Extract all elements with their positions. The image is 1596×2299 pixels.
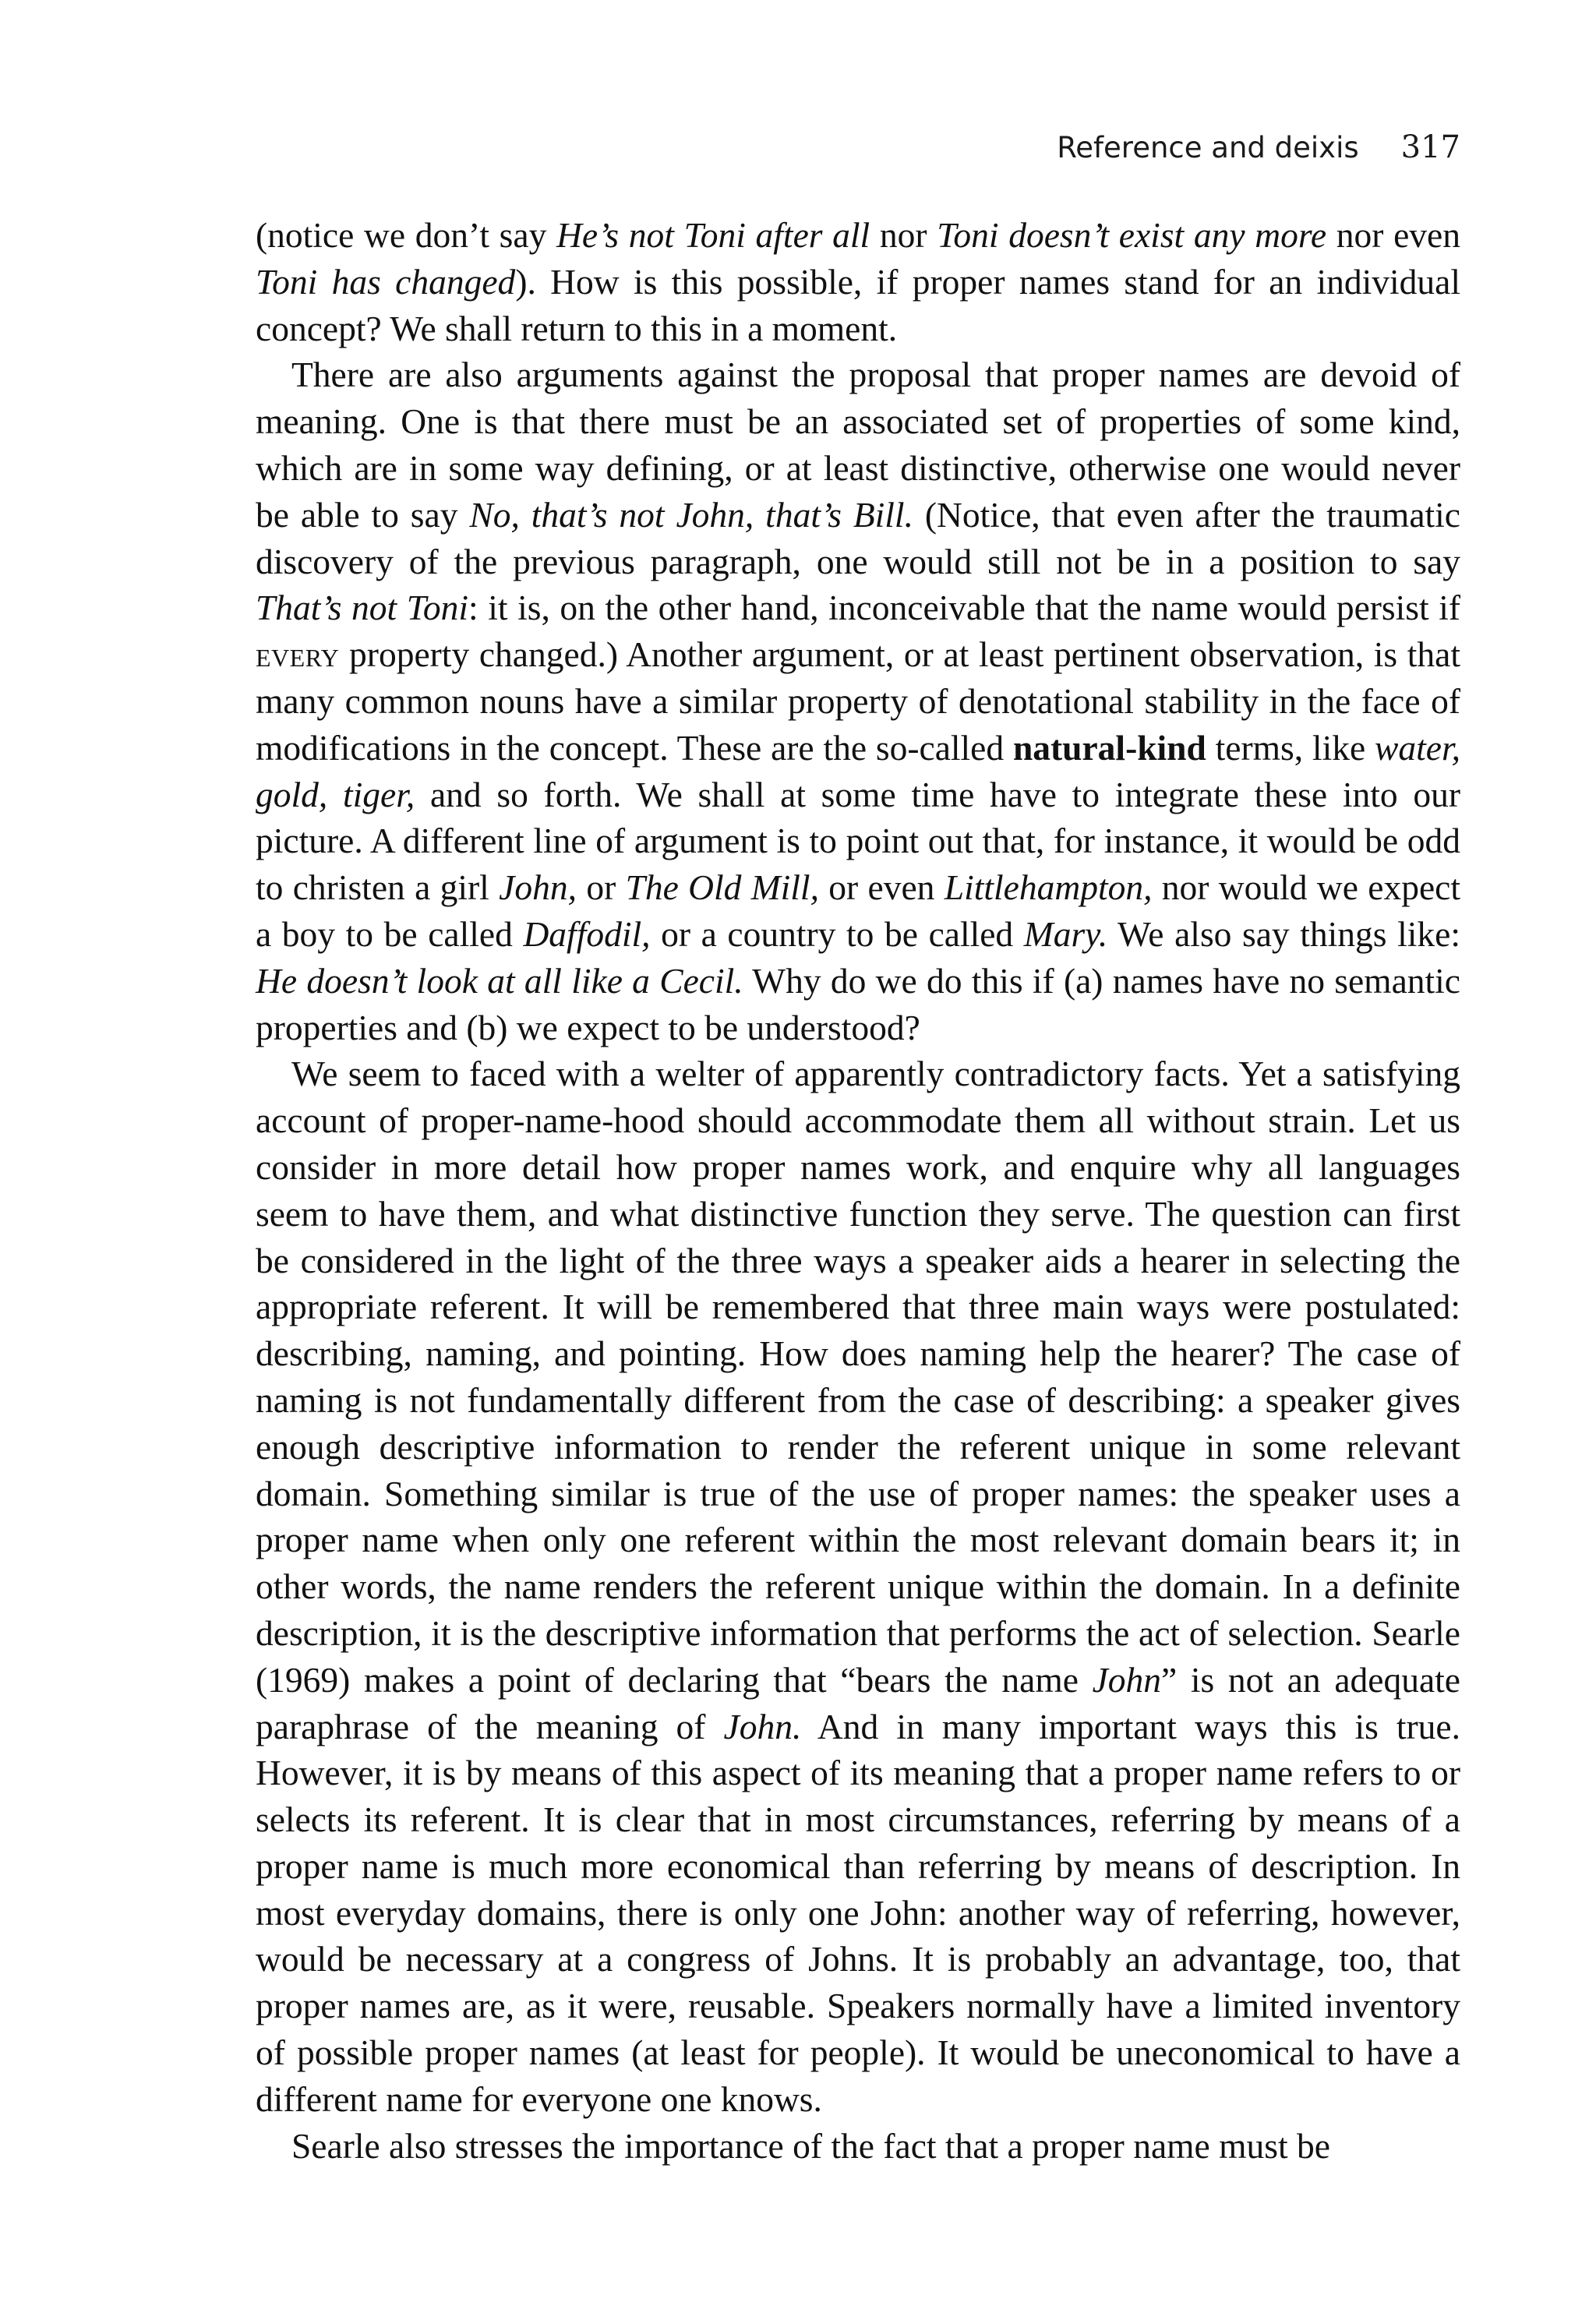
text-run: nor [870, 215, 937, 255]
text-run: (notice we don’t say [256, 215, 557, 255]
italic-example: John [1092, 1659, 1162, 1700]
italic-example: Toni doesn’t exist any more [937, 215, 1327, 255]
text-run: Why do we do this if (a) names have no semantic properties and (b) we expect to be understood? [256, 960, 1460, 1047]
text-run: ). How is this possible, if proper names stand for an individual concept? We shall return to this in a moment. [256, 261, 1460, 348]
italic-example: water, gold, tiger, [256, 727, 1460, 814]
text-run: We seem to faced with a welter of apparently contradictory facts. Yet a satisfying account of proper-name-hood should accommodate them all without strain. Let us consider in more detail how proper names work, and enquire why all languages seem to have them, and what distinctive function they serve. The question can first be considered in the light of the three ways a speaker aids a hearer in selecting the appropriate referent. It will be remembered that three main ways were postulated: describing, naming, and pointing. How does naming help the hearer? The case of naming is not fundamentally different from the case of describing: a speaker gives enough descriptive information to render the referent unique in some relevant domain. Something similar is true of the use of proper names: the speaker uses a proper name when only one referent within the most relevant domain bears it; in other words, the name renders the referent unique within the domain. In a definite description, it is the descriptive information that performs the act of selection. Searle (1969) makes a point of declaring that “bears the name [256, 1054, 1460, 1700]
text-run: terms, like [1206, 727, 1375, 768]
italic-example: Littlehampton, [944, 867, 1153, 908]
italic-example: John. [723, 1706, 802, 1746]
text-run: and so forth. We shall at some time have to integrate these into our picture. A different line of argument is to point out that, for instance, it would be odd to christen a girl [256, 774, 1460, 908]
text-run: : it is, on the other hand, inconceivable that the name would persist if [468, 588, 1461, 628]
page-number: 317 [1400, 129, 1460, 165]
italic-example: The Old Mill, [625, 867, 819, 908]
text-run: property changed.) Another argument, or at least pertinent observation, is that many common nouns have a similar property of denotational stability in the face of modifications in the concept. These are the so-called [256, 634, 1460, 768]
paragraph-2 [256, 351, 1460, 1051]
italic-example: Toni has changed [256, 261, 516, 302]
text-run: or [576, 867, 626, 908]
paragraph-4 [256, 2123, 1460, 2170]
text-run: (Notice, that even after the traumatic discovery of the previous paragraph, one would still not be in a position to say [256, 494, 1460, 581]
text-run: Searle also stresses the importance of the fact that a proper name must be [291, 2125, 1330, 2166]
small-caps-term: every [256, 634, 340, 675]
bold-term: natural-kind [1012, 727, 1206, 768]
text-run: or even [818, 867, 945, 908]
text-run: nor even [1326, 215, 1460, 255]
italic-example: That’s not Toni [256, 588, 469, 628]
italic-example: He doesn’t look at all like a Cecil. [256, 960, 743, 1001]
paragraph-3 [256, 1051, 1460, 2122]
text-run: And in many important ways this is true. However, it is by means of this aspect of its meaning that a proper name refers to or selects its referent. It is clear that in most circumstances, referring by means of a proper name is much more economical than referring by means of description. In most everyday domains, there is only one John: another way of referring, however, would be necessary at a congress of Johns. It is probably an advantage, too, that proper names are, as it were, reusable. Speakers normally have a limited inventory of possible proper names (at least for people). It would be uneconomical to have a different name for everyone one knows. [256, 1706, 1460, 2119]
italic-example: Daffodil, [523, 913, 651, 954]
running-head-title: Reference and deixis [1057, 131, 1359, 164]
text-run: nor would we expect a boy to be called [256, 867, 1461, 954]
italic-example: Mary. [1023, 913, 1108, 954]
body-text [256, 212, 1460, 2169]
paragraph-1 [256, 212, 1460, 351]
italic-example: He’s not Toni after all [556, 215, 870, 255]
italic-example: No, that’s not John, that’s Bill. [469, 494, 913, 535]
text-run: or a country to be called [650, 913, 1024, 954]
italic-example: John, [499, 867, 577, 908]
text-run: We also say things like: [1107, 913, 1460, 954]
text-run: There are also arguments against the proposal that proper names are devoid of meaning. One is that there must be an associated set of properties of some kind, which are in some way defining, or at least distinctive, otherwise one would never be able to say [256, 355, 1460, 535]
text-run: ” is not an adequate paraphrase of the meaning of [256, 1659, 1460, 1746]
running-head [1057, 129, 1460, 165]
